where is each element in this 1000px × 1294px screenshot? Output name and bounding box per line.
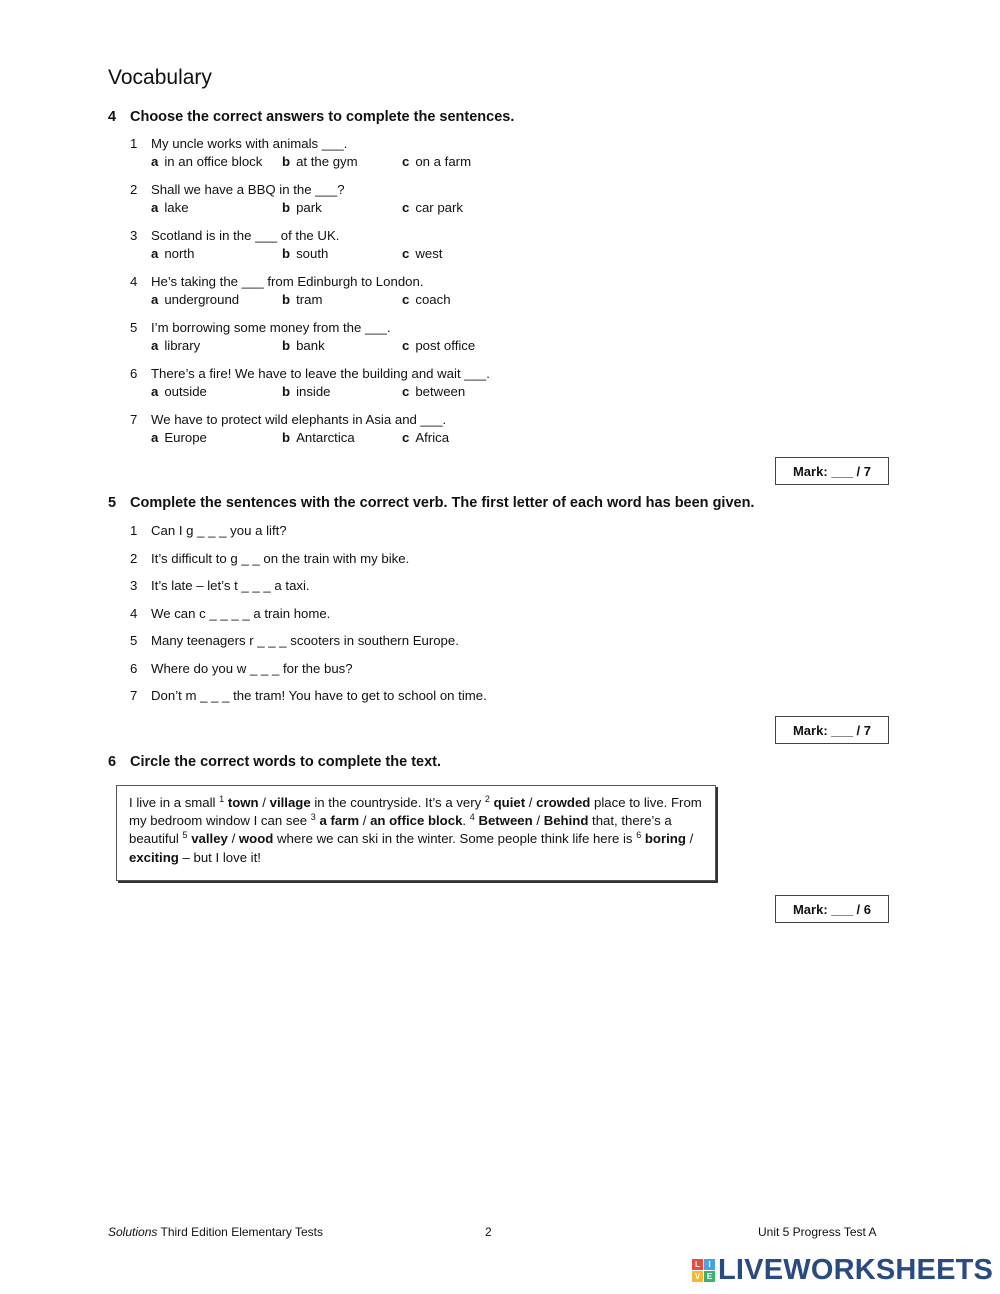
section-instruction: Circle the correct words to complete the text.: [130, 754, 442, 770]
answer-options: [151, 246, 711, 263]
choice-separator: /: [528, 795, 533, 810]
logo-cube: L: [692, 1259, 703, 1270]
option-text: car park: [415, 200, 463, 215]
answer-option-c[interactable]: [402, 338, 475, 353]
text-fragment: – but I love it!: [178, 849, 261, 865]
choice-separator: /: [689, 831, 694, 847]
option-text: bank: [296, 338, 325, 353]
option-letter: a: [151, 292, 159, 307]
logo-text: LIVEWORKSHEETS: [718, 1254, 994, 1286]
question-number: 7: [130, 688, 138, 703]
option-letter: c: [402, 384, 410, 399]
question-number: 3: [130, 228, 138, 243]
option-text: between: [415, 384, 466, 399]
gap-number: 2: [484, 794, 490, 804]
choice-separator: /: [362, 813, 367, 829]
answer-option-b[interactable]: [282, 430, 355, 445]
question-number: 2: [130, 550, 138, 566]
option-text: at the gym: [296, 154, 358, 169]
question-number: 6: [130, 366, 138, 381]
choice-separator: /: [231, 831, 236, 847]
answer-option-c[interactable]: [402, 200, 463, 215]
question-item: [130, 633, 730, 650]
option-text: lake: [164, 200, 189, 215]
question-text: My uncle works with animals ___.: [151, 136, 348, 151]
option-letter: a: [151, 430, 159, 445]
option-text: outside: [164, 384, 207, 399]
answer-option-c[interactable]: [402, 292, 451, 307]
option-letter: c: [402, 200, 410, 215]
question-item: [130, 551, 730, 568]
gap-number: 3: [310, 812, 316, 823]
answer-option-a[interactable]: [151, 338, 200, 353]
option-letter: c: [402, 292, 410, 307]
option-letter: a: [151, 246, 159, 261]
option-letter: a: [151, 338, 159, 353]
section-4-heading: [108, 109, 808, 127]
option-letter: c: [402, 338, 410, 353]
question-text: There’s a fire! We have to leave the building and wait ___.: [151, 366, 490, 381]
answer-option-b[interactable]: [282, 246, 328, 261]
option-letter: b: [282, 246, 291, 261]
choice-town[interactable]: town: [227, 795, 259, 810]
option-text: inside: [296, 384, 331, 399]
answer-option-a[interactable]: [151, 384, 207, 399]
answer-options: [151, 338, 711, 355]
option-letter: a: [151, 200, 159, 215]
text-fragment: where we can ski in the winter. Some people think life here is: [273, 831, 637, 847]
question-item: [130, 523, 730, 540]
answer-option-a[interactable]: [151, 246, 194, 261]
text-fragment: I live in a small: [129, 795, 220, 810]
question-item: [130, 412, 730, 429]
section-5-heading: [108, 495, 968, 513]
text-fragment: place to live. From my bedroom window I can see: [129, 795, 702, 829]
section-number: 5: [108, 495, 117, 511]
text-fragment: in the countryside. It’s a very: [310, 795, 485, 810]
question-number: 4: [130, 274, 138, 289]
question-text[interactable]: We can c _ _ _ _ a train home.: [151, 605, 331, 621]
option-text: Europe: [164, 430, 207, 445]
answer-option-c[interactable]: [402, 430, 449, 445]
question-text[interactable]: Don’t m _ _ _ the tram! You have to get to school on time.: [151, 688, 487, 703]
logo-cube: V: [692, 1271, 703, 1282]
option-letter: c: [402, 246, 410, 261]
logo-cube: E: [704, 1271, 715, 1282]
question-item: [130, 320, 730, 337]
section-instruction: Complete the sentences with the correct verb. The first letter of each word has been given.: [130, 495, 755, 511]
option-letter: a: [151, 154, 159, 169]
mark-box-section-5: Mark: ___ / 7: [775, 716, 889, 744]
question-text: Shall we have a BBQ in the ___?: [151, 182, 345, 197]
option-letter: b: [282, 384, 291, 399]
question-text: I’m borrowing some money from the ___.: [151, 320, 391, 335]
question-item: [130, 578, 730, 595]
footer-page-number: 2: [485, 1225, 492, 1239]
option-text: coach: [415, 292, 451, 307]
book-title-italic: Solutions: [108, 1225, 158, 1239]
option-letter: c: [402, 430, 410, 445]
question-text[interactable]: Many teenagers r _ _ _ scooters in southern Europe.: [151, 633, 459, 648]
gap-number: 5: [182, 830, 188, 841]
option-text: west: [415, 246, 443, 261]
question-item: [130, 688, 730, 705]
question-text[interactable]: It’s late – let’s t _ _ _ a taxi.: [151, 578, 310, 593]
question-number: 1: [130, 136, 138, 151]
choice-separator: /: [536, 813, 541, 829]
mark-box-section-4: Mark: ___ / 7: [775, 457, 889, 485]
answer-option-b[interactable]: [282, 154, 358, 169]
option-text: tram: [296, 292, 323, 307]
answer-option-c[interactable]: [402, 246, 442, 261]
gap-number: 1: [219, 794, 225, 804]
choice-a-farm[interactable]: a farm: [319, 813, 360, 829]
answer-option-c[interactable]: [402, 154, 471, 169]
option-letter: b: [282, 200, 291, 215]
answer-option-a[interactable]: [151, 292, 239, 307]
answer-options: [151, 430, 711, 447]
option-text: north: [164, 246, 195, 261]
question-item: [130, 661, 730, 678]
question-text: Scotland is in the ___ of the UK.: [151, 228, 340, 243]
answer-options: [151, 292, 711, 309]
question-number: 1: [130, 523, 138, 538]
logo-cube: I: [704, 1259, 715, 1270]
option-text: library: [164, 338, 201, 353]
gap-number: 6: [636, 830, 642, 841]
answer-option-a[interactable]: [151, 200, 189, 215]
text-fragment: that, there’s a beautiful: [129, 813, 672, 847]
answer-options: [151, 200, 711, 217]
answer-option-a[interactable]: [151, 154, 262, 169]
section-6-heading: [108, 754, 808, 772]
option-text: underground: [164, 292, 240, 307]
question-text[interactable]: Can I g _ _ _ you a lift?: [151, 523, 287, 538]
choice-between[interactable]: Between: [478, 813, 533, 829]
option-text: on a farm: [415, 154, 472, 169]
footer-test-name: Unit 5 Progress Test A: [758, 1225, 877, 1239]
option-text: Africa: [415, 430, 450, 445]
question-number: 4: [130, 605, 138, 621]
reading-text-box: [116, 785, 716, 881]
answer-option-b[interactable]: [282, 200, 322, 215]
choice-quiet[interactable]: quiet: [493, 795, 526, 810]
question-number: 5: [130, 320, 138, 335]
option-text: in an office block: [164, 154, 263, 169]
choice-exciting[interactable]: exciting: [129, 849, 179, 865]
question-number: 5: [130, 633, 138, 648]
option-letter: b: [282, 154, 291, 169]
question-item: [130, 228, 730, 245]
question-item: [130, 606, 730, 623]
choice-boring[interactable]: boring: [644, 831, 686, 847]
answer-option-a[interactable]: [151, 430, 207, 445]
question-item: [130, 182, 730, 199]
book-title-rest: Third Edition Elementary Tests: [157, 1225, 324, 1239]
question-item: [130, 274, 730, 291]
footer-book-title: [108, 1225, 323, 1239]
question-text: We have to protect wild elephants in Asia and ___.: [151, 412, 447, 427]
choice-separator: /: [262, 795, 266, 810]
choice-valley[interactable]: valley: [191, 831, 228, 847]
option-letter: b: [282, 338, 291, 353]
page-title: Vocabulary: [108, 66, 212, 89]
section-number: 6: [108, 754, 117, 770]
question-number: 7: [130, 412, 138, 427]
question-text[interactable]: It’s difficult to g _ _ on the train with my bike.: [151, 550, 410, 566]
option-text: Antarctica: [296, 430, 355, 445]
section-number: 4: [108, 109, 117, 125]
option-letter: a: [151, 384, 159, 399]
answer-option-b[interactable]: [282, 338, 325, 353]
option-letter: b: [282, 292, 291, 307]
question-number: 2: [130, 182, 138, 197]
choice-wood[interactable]: wood: [238, 831, 274, 847]
text-fragment: .: [462, 813, 470, 829]
logo-cubes-icon: [692, 1259, 715, 1282]
option-letter: b: [282, 430, 291, 445]
choice-village[interactable]: village: [269, 795, 311, 810]
question-item: [130, 366, 730, 383]
answer-options: [151, 384, 711, 401]
option-text: post office: [415, 338, 476, 353]
answer-options: [151, 154, 711, 171]
answer-option-b[interactable]: [282, 292, 322, 307]
answer-option-c[interactable]: [402, 384, 465, 399]
question-item: [130, 136, 730, 153]
question-number: 3: [130, 578, 138, 593]
question-text[interactable]: Where do you w _ _ _ for the bus?: [151, 660, 353, 676]
question-number: 6: [130, 660, 138, 676]
question-text: He’s taking the ___ from Edinburgh to London.: [151, 274, 424, 289]
gap-number: 4: [469, 812, 475, 823]
choice-behind[interactable]: Behind: [543, 813, 589, 829]
mark-box-section-6: Mark: ___ / 6: [775, 895, 889, 923]
option-letter: c: [402, 154, 410, 169]
answer-option-b[interactable]: [282, 384, 331, 399]
choice-an-office-block[interactable]: an office block: [370, 813, 463, 829]
liveworksheets-logo[interactable]: [692, 1254, 993, 1287]
option-text: park: [296, 200, 322, 215]
choice-crowded[interactable]: crowded: [536, 795, 591, 810]
section-instruction: Choose the correct answers to complete the sentences.: [130, 109, 515, 125]
option-text: south: [296, 246, 329, 261]
